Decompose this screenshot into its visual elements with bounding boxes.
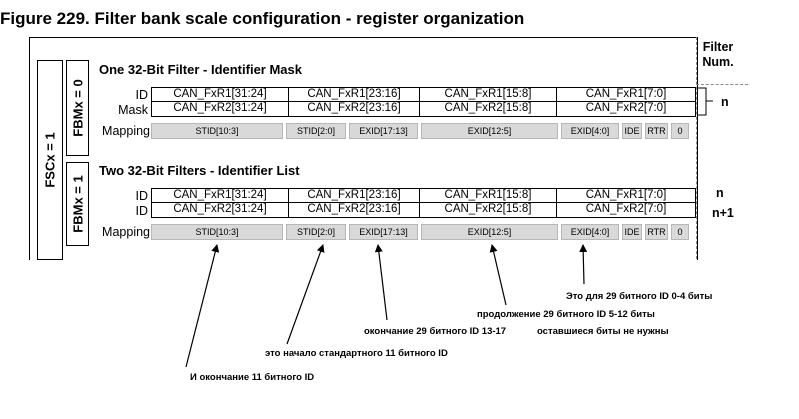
mapping-cell: EXID[17:13] [349, 224, 418, 240]
filter-bracket [698, 88, 706, 115]
register-cell: CAN_FxR1[31:24] [152, 189, 289, 202]
annotation-exid-17-13: окончание 29 битного ID 13-17 [364, 326, 507, 337]
arrow-exid-4-0 [583, 245, 584, 284]
register-cell: CAN_FxR1[23:16] [289, 189, 420, 202]
register-cell: CAN_FxR1[31:24] [152, 88, 289, 101]
register-cell: CAN_FxR2[23:16] [289, 102, 420, 116]
filter-num-label: n+1 [712, 206, 734, 220]
section-title-list: Two 32-Bit Filters - Identifier List [99, 163, 300, 178]
row-label-id: ID [135, 88, 148, 102]
mapping-cell: EXID[4:0] [561, 123, 619, 139]
register-cell: CAN_FxR2[15:8] [420, 203, 557, 217]
register-cell: CAN_FxR1[15:8] [420, 189, 557, 202]
register-cell: CAN_FxR2[31:24] [152, 203, 289, 217]
figure-title: Figure 229. Filter bank scale configuration - register organization [0, 9, 525, 28]
arrow-exid-17-13 [378, 245, 387, 320]
row-label-id: ID [135, 189, 148, 203]
mapping-cell: IDE [622, 224, 642, 240]
annotation-remaining-bits: оставшиеся биты не нужны [537, 326, 669, 337]
section-title-mask: One 32-Bit Filter - Identifier Mask [99, 62, 302, 77]
register-cell: CAN_FxR1[7:0] [585, 88, 667, 100]
annotation-exid-12-5: продолжение 29 битного ID 5-12 биты [477, 309, 655, 320]
mapping-cell: RTR [645, 224, 668, 240]
filter-num-label: n [716, 186, 724, 200]
mapping-cell: EXID[4:0] [561, 224, 619, 240]
row-label-mask: Mask [118, 103, 148, 117]
register-cell: CAN_FxR2[23:16] [289, 203, 420, 217]
arrow-exid-12-5 [492, 245, 506, 305]
mapping-cell: EXID[12:5] [421, 224, 558, 240]
mapping-cell: IDE [622, 123, 642, 139]
fbm0-label: FBMx = 0 [70, 79, 85, 137]
mapping-cell: RTR [645, 123, 668, 139]
mapping-cell: STID[2:0] [286, 123, 346, 139]
arrow-stid-10-3 [186, 245, 217, 367]
mapping-cell: STID[2:0] [286, 224, 346, 240]
register-cell: CAN_FxR2[15:8] [420, 102, 557, 116]
register-cell: CAN_FxR2[31:24] [152, 102, 289, 116]
annotation-stid-2-0: это начало стандартного 11 битного ID [265, 348, 448, 359]
row-label-mapping: Mapping [102, 124, 150, 138]
register-cell: CAN_FxR1[15:8] [420, 88, 557, 101]
row-label-mapping: Mapping [102, 225, 150, 239]
row-label-id: ID [135, 204, 148, 218]
mapping-cell: STID[10:3] [151, 123, 283, 139]
register-cell: CAN_FxR2[7:0] [585, 102, 667, 114]
mapping-cell: STID[10:3] [151, 224, 283, 240]
mapping-cell: 0 [671, 123, 689, 139]
filter-header-line-1: Filter [702, 40, 734, 54]
annotation-stid-10-3: И окончание 11 битного ID [190, 372, 315, 383]
fbm1-label: FBMx = 1 [70, 175, 85, 233]
mapping-cell: EXID[17:13] [349, 123, 418, 139]
register-cell: CAN_FxR1[7:0] [585, 189, 667, 201]
annotation-exid-4-0: Это для 29 битного ID 0-4 биты [566, 291, 713, 302]
mapping-cell: EXID[12:5] [421, 123, 558, 139]
filter-header-line-2: Num. [702, 55, 734, 69]
mapping-cell: 0 [671, 224, 689, 240]
register-cell: CAN_FxR1[23:16] [289, 88, 420, 101]
arrow-stid-2-0 [287, 245, 323, 344]
register-cell: CAN_FxR2[7:0] [585, 203, 667, 215]
filter-num-label: n [721, 95, 729, 109]
fscx-label: FSCx = 1 [42, 132, 58, 188]
